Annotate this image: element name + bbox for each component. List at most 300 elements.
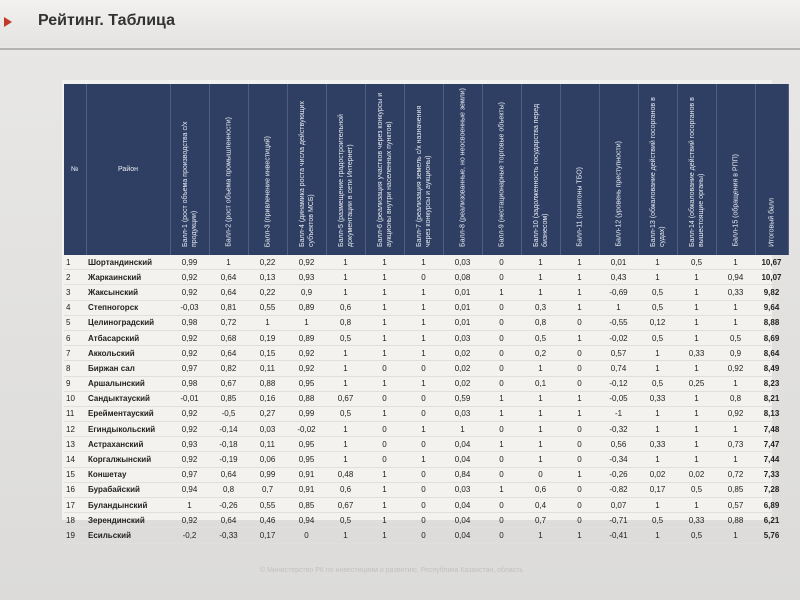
table-row	[64, 361, 788, 376]
score-7-cell: 1	[404, 330, 443, 345]
score-6-cell: 1	[365, 255, 404, 270]
score-15-cell: 0,33	[716, 285, 755, 300]
score-1-cell: 0,92	[170, 513, 209, 528]
score-4-cell: 0	[287, 528, 326, 543]
total-score-cell: 9,82	[755, 285, 788, 300]
score-1-cell: 0,92	[170, 270, 209, 285]
score-13-cell: 1	[638, 528, 677, 543]
score-11-cell: 1	[560, 391, 599, 406]
score-10-cell: 1	[521, 437, 560, 452]
score-15-cell: 0,73	[716, 437, 755, 452]
score-15-cell: 1	[716, 376, 755, 391]
score-2-cell: 0,64	[209, 467, 248, 482]
score-5-cell: 0,67	[326, 391, 365, 406]
score-12-cell: -0,32	[599, 422, 638, 437]
total-score-cell: 7,47	[755, 437, 788, 452]
score-5-cell: 1	[326, 437, 365, 452]
score-7-cell: 1	[404, 255, 443, 270]
score-5-cell: 1	[326, 361, 365, 376]
row-number-cell: 6	[64, 330, 86, 345]
score-14-cell: 1	[677, 300, 716, 315]
score-6-cell: 1	[365, 498, 404, 513]
score-7-cell: 1	[404, 346, 443, 361]
score-1-cell: 0,98	[170, 315, 209, 330]
total-score-cell: 8,69	[755, 330, 788, 345]
table-row	[64, 528, 788, 543]
score-13-cell: 1	[638, 452, 677, 467]
score-1-cell: 0,92	[170, 285, 209, 300]
score-11-cell: 0	[560, 452, 599, 467]
score-14-cell: 1	[677, 270, 716, 285]
score-1-cell: 0,92	[170, 346, 209, 361]
column-header-score-12: Балл-12 (уровень преступности)	[599, 84, 638, 255]
score-2-cell: 0,68	[209, 330, 248, 345]
score-5-cell: 1	[326, 452, 365, 467]
score-9-cell: 0	[482, 300, 521, 315]
score-8-cell: 0,02	[443, 346, 482, 361]
score-11-cell: 0	[560, 482, 599, 497]
total-score-cell: 5,76	[755, 528, 788, 543]
score-12-cell: 0,43	[599, 270, 638, 285]
score-13-cell: 0,5	[638, 330, 677, 345]
score-9-cell: 0	[482, 330, 521, 345]
score-5-cell: 0,48	[326, 467, 365, 482]
score-8-cell: 0,01	[443, 285, 482, 300]
score-13-cell: 0,33	[638, 391, 677, 406]
score-1-cell: 0,93	[170, 437, 209, 452]
score-3-cell: 0,7	[248, 482, 287, 497]
score-10-cell: 1	[521, 255, 560, 270]
score-4-cell: 0,85	[287, 498, 326, 513]
score-12-cell: -1	[599, 406, 638, 421]
score-12-cell: -0,82	[599, 482, 638, 497]
score-6-cell: 1	[365, 528, 404, 543]
score-11-cell: 1	[560, 270, 599, 285]
score-1-cell: 0,92	[170, 330, 209, 345]
row-number-cell: 9	[64, 376, 86, 391]
table-row	[64, 437, 788, 452]
score-5-cell: 0,5	[326, 330, 365, 345]
score-2-cell: 0,81	[209, 300, 248, 315]
score-2-cell: 0,64	[209, 270, 248, 285]
row-number-cell: 10	[64, 391, 86, 406]
score-8-cell: 0,03	[443, 482, 482, 497]
table-row	[64, 346, 788, 361]
score-10-cell: 1	[521, 391, 560, 406]
score-10-cell: 0,3	[521, 300, 560, 315]
score-15-cell: 0,57	[716, 498, 755, 513]
score-14-cell: 0,5	[677, 255, 716, 270]
total-score-cell: 8,23	[755, 376, 788, 391]
column-header-score-7: Балл-7 (реализация земель с/х назначения через конкурсы и аукционы)	[404, 84, 443, 255]
score-12-cell: -0,71	[599, 513, 638, 528]
row-number-cell: 14	[64, 452, 86, 467]
column-header-number: №	[64, 84, 86, 255]
row-number-cell: 7	[64, 346, 86, 361]
column-header-score-10: Балл-10 (задолженность государства перед бизнесом)	[521, 84, 560, 255]
score-1-cell: -0,01	[170, 391, 209, 406]
score-8-cell: 0,04	[443, 498, 482, 513]
score-13-cell: 0,02	[638, 467, 677, 482]
column-header-total: Итоговый балл	[755, 84, 788, 255]
score-5-cell: 1	[326, 376, 365, 391]
score-3-cell: 0,13	[248, 270, 287, 285]
score-7-cell: 0	[404, 406, 443, 421]
score-12-cell: -0,41	[599, 528, 638, 543]
score-4-cell: 0,89	[287, 330, 326, 345]
score-1-cell: -0,2	[170, 528, 209, 543]
total-score-cell: 10,67	[755, 255, 788, 270]
score-11-cell: 0	[560, 422, 599, 437]
score-1-cell: 1	[170, 498, 209, 513]
score-15-cell: 1	[716, 315, 755, 330]
score-8-cell: 0,08	[443, 270, 482, 285]
score-6-cell: 0	[365, 437, 404, 452]
score-11-cell: 1	[560, 528, 599, 543]
score-14-cell: 1	[677, 391, 716, 406]
total-score-cell: 8,64	[755, 346, 788, 361]
score-8-cell: 0,03	[443, 255, 482, 270]
score-10-cell: 1	[521, 270, 560, 285]
district-name-cell: Биржан сал	[86, 361, 170, 376]
table-row	[64, 406, 788, 421]
score-9-cell: 0	[482, 467, 521, 482]
row-number-cell: 5	[64, 315, 86, 330]
score-4-cell: 0,92	[287, 346, 326, 361]
score-2-cell: -0,33	[209, 528, 248, 543]
score-6-cell: 1	[365, 482, 404, 497]
score-9-cell: 0	[482, 498, 521, 513]
score-4-cell: 0,94	[287, 513, 326, 528]
score-7-cell: 0	[404, 513, 443, 528]
score-12-cell: 1	[599, 300, 638, 315]
score-4-cell: 0,88	[287, 391, 326, 406]
score-12-cell: -0,55	[599, 315, 638, 330]
score-14-cell: 0,33	[677, 346, 716, 361]
table-row	[64, 315, 788, 330]
score-13-cell: 0,5	[638, 513, 677, 528]
score-2-cell: 0,8	[209, 482, 248, 497]
score-11-cell: 0	[560, 315, 599, 330]
score-6-cell: 0	[365, 452, 404, 467]
score-2-cell: 0,67	[209, 376, 248, 391]
district-name-cell: Ерейментауский	[86, 406, 170, 421]
table-row	[64, 482, 788, 497]
score-8-cell: 0,04	[443, 513, 482, 528]
score-10-cell: 0,7	[521, 513, 560, 528]
score-10-cell: 0,6	[521, 482, 560, 497]
row-number-cell: 11	[64, 406, 86, 421]
score-11-cell: 1	[560, 300, 599, 315]
score-3-cell: 0,22	[248, 285, 287, 300]
score-6-cell: 0	[365, 391, 404, 406]
score-9-cell: 0	[482, 315, 521, 330]
row-number-cell: 8	[64, 361, 86, 376]
score-3-cell: 0,99	[248, 467, 287, 482]
score-13-cell: 1	[638, 346, 677, 361]
district-name-cell: Жаркаинский	[86, 270, 170, 285]
score-9-cell: 1	[482, 391, 521, 406]
district-name-cell: Бурабайский	[86, 482, 170, 497]
score-11-cell: 0	[560, 361, 599, 376]
column-header-district: Район	[86, 84, 170, 255]
score-10-cell: 1	[521, 406, 560, 421]
score-3-cell: 0,22	[248, 255, 287, 270]
score-4-cell: 0,95	[287, 376, 326, 391]
score-3-cell: 0,19	[248, 330, 287, 345]
score-6-cell: 0	[365, 422, 404, 437]
score-12-cell: -0,05	[599, 391, 638, 406]
total-score-cell: 8,49	[755, 361, 788, 376]
score-13-cell: 1	[638, 498, 677, 513]
score-11-cell: 1	[560, 285, 599, 300]
score-6-cell: 1	[365, 300, 404, 315]
column-header-score-8: Балл-8 (реализованные, но неосвоенные земли)	[443, 84, 482, 255]
score-10-cell: 1	[521, 452, 560, 467]
score-13-cell: 0,33	[638, 437, 677, 452]
district-name-cell: Коргалжынский	[86, 452, 170, 467]
score-9-cell: 1	[482, 437, 521, 452]
score-5-cell: 1	[326, 422, 365, 437]
district-name-cell: Жаксынский	[86, 285, 170, 300]
score-8-cell: 0,03	[443, 406, 482, 421]
score-12-cell: -0,69	[599, 285, 638, 300]
score-13-cell: 0,12	[638, 315, 677, 330]
score-5-cell: 0,8	[326, 315, 365, 330]
score-14-cell: 1	[677, 422, 716, 437]
score-7-cell: 0	[404, 528, 443, 543]
score-2-cell: 0,64	[209, 513, 248, 528]
score-12-cell: -0,12	[599, 376, 638, 391]
score-3-cell: 0,03	[248, 422, 287, 437]
score-7-cell: 0	[404, 498, 443, 513]
score-14-cell: 1	[677, 437, 716, 452]
score-9-cell: 0	[482, 422, 521, 437]
row-number-cell: 2	[64, 270, 86, 285]
row-number-cell: 12	[64, 422, 86, 437]
score-3-cell: 0,46	[248, 513, 287, 528]
score-4-cell: 0,89	[287, 300, 326, 315]
table-row	[64, 285, 788, 300]
table-row	[64, 467, 788, 482]
column-header-score-3: Балл-3 (привлечение инвестиций)	[248, 84, 287, 255]
score-3-cell: 0,55	[248, 498, 287, 513]
score-3-cell: 0,06	[248, 452, 287, 467]
score-13-cell: 0,5	[638, 300, 677, 315]
score-8-cell: 0,03	[443, 330, 482, 345]
table-row	[64, 498, 788, 513]
table-row	[64, 376, 788, 391]
score-9-cell: 0	[482, 346, 521, 361]
score-6-cell: 1	[365, 467, 404, 482]
score-3-cell: 0,17	[248, 528, 287, 543]
score-7-cell: 0	[404, 361, 443, 376]
score-11-cell: 0	[560, 346, 599, 361]
score-2-cell: -0,19	[209, 452, 248, 467]
score-2-cell: -0,5	[209, 406, 248, 421]
score-8-cell: 0,04	[443, 452, 482, 467]
row-number-cell: 19	[64, 528, 86, 543]
total-score-cell: 10,07	[755, 270, 788, 285]
district-name-cell: Целиноградский	[86, 315, 170, 330]
table-row	[64, 300, 788, 315]
score-11-cell: 1	[560, 330, 599, 345]
score-14-cell: 1	[677, 330, 716, 345]
district-name-cell: Шортандинский	[86, 255, 170, 270]
score-6-cell: 1	[365, 270, 404, 285]
total-score-cell: 8,88	[755, 315, 788, 330]
score-15-cell: 0,92	[716, 361, 755, 376]
column-header-score-2: Балл-2 (рост объема промышленности)	[209, 84, 248, 255]
row-number-cell: 17	[64, 498, 86, 513]
score-2-cell: 0,64	[209, 285, 248, 300]
score-6-cell: 1	[365, 513, 404, 528]
score-8-cell: 0,01	[443, 300, 482, 315]
score-15-cell: 0,5	[716, 330, 755, 345]
score-9-cell: 0	[482, 452, 521, 467]
score-12-cell: 0,01	[599, 255, 638, 270]
score-5-cell: 0,6	[326, 482, 365, 497]
score-9-cell: 0	[482, 361, 521, 376]
score-9-cell: 0	[482, 513, 521, 528]
score-2-cell: -0,18	[209, 437, 248, 452]
score-3-cell: 0,27	[248, 406, 287, 421]
score-9-cell: 1	[482, 482, 521, 497]
score-14-cell: 1	[677, 361, 716, 376]
score-6-cell: 1	[365, 346, 404, 361]
score-10-cell: 1	[521, 361, 560, 376]
score-15-cell: 1	[716, 452, 755, 467]
district-name-cell: Степногорск	[86, 300, 170, 315]
score-15-cell: 1	[716, 255, 755, 270]
column-header-score-5: Балл-5 (размещение градостроительной документации в сети Интернет)	[326, 84, 365, 255]
score-7-cell: 0	[404, 270, 443, 285]
score-4-cell: 1	[287, 315, 326, 330]
score-2-cell: -0,14	[209, 422, 248, 437]
header-divider	[0, 48, 800, 50]
district-name-cell: Сандыктауский	[86, 391, 170, 406]
score-12-cell: 0,74	[599, 361, 638, 376]
score-8-cell: 0,02	[443, 361, 482, 376]
district-name-cell: Коншетау	[86, 467, 170, 482]
district-name-cell: Егиндыкольский	[86, 422, 170, 437]
score-13-cell: 1	[638, 422, 677, 437]
score-13-cell: 1	[638, 255, 677, 270]
column-header-score-6: Балл-6 (реализация участков через конкурсы и аукционы внутри населенных пунктов)	[365, 84, 404, 255]
score-9-cell: 0	[482, 255, 521, 270]
score-15-cell: 0,94	[716, 270, 755, 285]
score-3-cell: 1	[248, 315, 287, 330]
column-header-score-9: Балл-9 (нестационарные торговые объекты)	[482, 84, 521, 255]
score-2-cell: 1	[209, 255, 248, 270]
score-6-cell: 0	[365, 361, 404, 376]
score-7-cell: 0	[404, 391, 443, 406]
score-12-cell: 0,57	[599, 346, 638, 361]
score-2-cell: 0,82	[209, 361, 248, 376]
score-15-cell: 0,85	[716, 482, 755, 497]
score-14-cell: 1	[677, 452, 716, 467]
score-7-cell: 0	[404, 467, 443, 482]
score-6-cell: 1	[365, 285, 404, 300]
score-14-cell: 0,25	[677, 376, 716, 391]
score-13-cell: 0,5	[638, 285, 677, 300]
score-3-cell: 0,11	[248, 361, 287, 376]
score-15-cell: 0,92	[716, 406, 755, 421]
score-13-cell: 0,5	[638, 376, 677, 391]
row-number-cell: 4	[64, 300, 86, 315]
score-15-cell: 1	[716, 300, 755, 315]
score-7-cell: 1	[404, 422, 443, 437]
column-header-score-4: Балл-4 (динамика роста числа действующих субъектов МСБ)	[287, 84, 326, 255]
row-number-cell: 16	[64, 482, 86, 497]
score-3-cell: 0,16	[248, 391, 287, 406]
score-14-cell: 1	[677, 498, 716, 513]
total-score-cell: 9,64	[755, 300, 788, 315]
district-name-cell: Атбасарский	[86, 330, 170, 345]
table-row	[64, 513, 788, 528]
score-4-cell: 0,92	[287, 361, 326, 376]
score-1-cell: 0,94	[170, 482, 209, 497]
footer-note: © Министерство РК по инвестициям и развитию, Республика Казахстан, область	[260, 567, 524, 574]
score-5-cell: 1	[326, 270, 365, 285]
table-body	[64, 255, 788, 543]
score-2-cell: 0,64	[209, 346, 248, 361]
score-10-cell: 0	[521, 467, 560, 482]
score-12-cell: -0,34	[599, 452, 638, 467]
score-15-cell: 0,9	[716, 346, 755, 361]
row-number-cell: 18	[64, 513, 86, 528]
score-7-cell: 1	[404, 315, 443, 330]
score-5-cell: 0,67	[326, 498, 365, 513]
score-10-cell: 1	[521, 422, 560, 437]
score-12-cell: 0,07	[599, 498, 638, 513]
district-name-cell: Буландынский	[86, 498, 170, 513]
score-4-cell: 0,93	[287, 270, 326, 285]
score-6-cell: 1	[365, 406, 404, 421]
score-15-cell: 1	[716, 528, 755, 543]
score-5-cell: 0,6	[326, 300, 365, 315]
score-8-cell: 1	[443, 422, 482, 437]
score-11-cell: 0	[560, 513, 599, 528]
score-7-cell: 1	[404, 300, 443, 315]
score-8-cell: 0,01	[443, 315, 482, 330]
score-14-cell: 0,33	[677, 513, 716, 528]
score-8-cell: 0,59	[443, 391, 482, 406]
score-9-cell: 0	[482, 528, 521, 543]
score-1-cell: 0,92	[170, 452, 209, 467]
score-12-cell: -0,26	[599, 467, 638, 482]
score-7-cell: 1	[404, 376, 443, 391]
score-11-cell: 1	[560, 406, 599, 421]
score-2-cell: -0,26	[209, 498, 248, 513]
score-14-cell: 0,02	[677, 467, 716, 482]
score-4-cell: 0,91	[287, 482, 326, 497]
score-4-cell: 0,92	[287, 255, 326, 270]
table-row	[64, 452, 788, 467]
score-4-cell: 0,91	[287, 467, 326, 482]
score-11-cell: 0	[560, 437, 599, 452]
score-7-cell: 1	[404, 452, 443, 467]
score-1-cell: 0,99	[170, 255, 209, 270]
district-name-cell: Есильский	[86, 528, 170, 543]
header-bar	[0, 0, 800, 46]
score-5-cell: 1	[326, 528, 365, 543]
score-11-cell: 0	[560, 376, 599, 391]
score-3-cell: 0,11	[248, 437, 287, 452]
score-14-cell: 0,5	[677, 482, 716, 497]
score-9-cell: 0	[482, 270, 521, 285]
score-10-cell: 0,8	[521, 315, 560, 330]
